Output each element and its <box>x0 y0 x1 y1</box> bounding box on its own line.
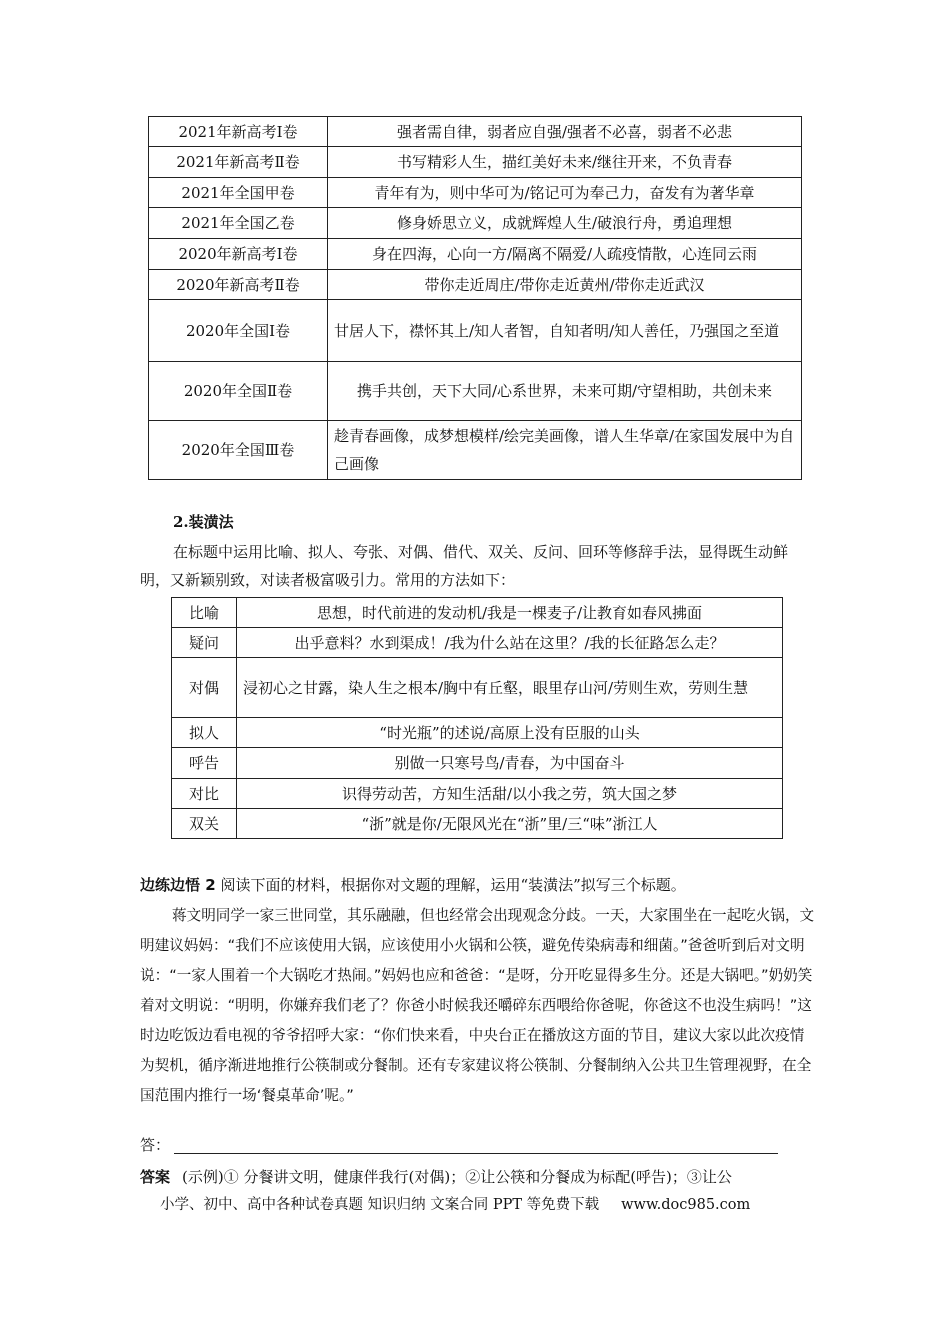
footer-site-link[interactable]: www.doc985.com <box>621 1197 751 1213</box>
rhetoric-name-cell: 呼告 <box>172 748 237 779</box>
exam-titles-cell: 修身娇思立义，成就辉煌人生/破浪行舟，勇追理想 <box>328 208 802 239</box>
material-paragraph: 蒋文明同学一家三世同堂，其乐融融，但也经常会出现观念分歧。一天，大家围坐在一起吃火锅，文明建议妈妈：“我们不应该使用大锅，应该使用小火锅和公筷，避免传染病毒和细菌。”爸爸听到后对文明说：“一家人围着一个大锅吃才热闹。”妈妈也应和爸爸：“是呀，分开吃显得多生分。还是大锅吧。”奶奶笑着对文明说：“明明，你嫌弃我们老了？你爸小时候我还嚼碎东西喂给你爸呢，你爸这不也没生病吗！”这时边吃饭边看电视的爷爷招呼大家：“你们快来看，中央台正在播放这方面的节目，建议大家以此次疫情为契机，循序渐进地推行公筷制或分餐制。还有专家建议将公筷制、分餐制纳入公共卫生管理视野，在全国范围内推行一场‘餐桌革命’呢。” <box>140 907 815 1104</box>
rhetoric-name-cell: 比喻 <box>172 598 237 628</box>
table-row <box>149 421 802 480</box>
table-row <box>172 748 783 779</box>
page-footer <box>160 1191 750 1219</box>
answer-field-label: 答： <box>140 1136 171 1154</box>
rhetoric-name-cell: 对比 <box>172 779 237 809</box>
exam-year-cell: 2021年全国乙卷 <box>149 208 328 239</box>
exam-titles-cell: 甘居人下，襟怀其上/知人者智，自知者明/知人善任，乃强国之至道 <box>328 300 802 362</box>
answer-underline <box>174 1153 778 1154</box>
exam-titles-cell: 身在四海，心向一方/隔离不隔爱/人疏疫情散，心连同云雨 <box>328 239 802 270</box>
table-row <box>172 658 783 718</box>
section-intro: 在标题中运用比喻、拟人、夸张、对偶、借代、双关、反问、回环等修辞手法，显得既生动鲜明，又新颖别致，对读者极富吸引力。常用的方法如下： <box>140 543 789 589</box>
table-row <box>149 147 802 178</box>
table-row <box>172 718 783 748</box>
reading-material <box>140 901 815 1111</box>
answer-field <box>140 1133 780 1157</box>
answer-section <box>140 1163 820 1191</box>
practice-tag: 边练边悟 2 <box>140 876 216 894</box>
table-row <box>149 117 802 147</box>
table-row <box>172 779 783 809</box>
rhetoric-example-cell: 识得劳动苦，方知生活甜/以小我之劳，筑大国之梦 <box>237 779 783 809</box>
rhetoric-example-cell: 浸初心之甘露，染人生之根本/胸中有丘壑，眼里存山河/劳则生欢，劳则生慧 <box>237 658 783 718</box>
exam-titles-cell: 书写精彩人生，描红美好未来/继往开来，不负青春 <box>328 147 802 178</box>
exam-year-cell: 2020年新高考Ⅰ卷 <box>149 239 328 270</box>
table-row <box>172 598 783 628</box>
rhetoric-name-cell: 疑问 <box>172 628 237 658</box>
table-row <box>149 362 802 421</box>
exam-titles-cell: 青年有为，则中华可为/铭记可为奉己力，奋发有为著华章 <box>328 178 802 208</box>
table-row <box>149 178 802 208</box>
rhetoric-example-cell: 思想，时代前进的发动机/我是一棵麦子/让教育如春风拂面 <box>237 598 783 628</box>
exam-title-table <box>148 116 802 480</box>
answer-text: (示例)① 分餐讲文明，健康伴我行(对偶)；②让公筷和分餐成为标配(呼告)；③让公 <box>182 1168 732 1186</box>
exam-year-cell: 2020年全国Ⅲ卷 <box>149 421 328 480</box>
exam-year-cell: 2021年全国甲卷 <box>149 178 328 208</box>
rhetoric-table <box>171 597 783 839</box>
rhetoric-example-cell: 出乎意料？水到渠成！/我为什么站在这里？/我的长征路怎么走？ <box>237 628 783 658</box>
rhetoric-name-cell: 对偶 <box>172 658 237 718</box>
exam-year-cell: 2020年全国Ⅱ卷 <box>149 362 328 421</box>
exam-titles-cell: 强者需自律，弱者应自强/强者不必喜，弱者不必悲 <box>328 117 802 147</box>
table-row <box>172 809 783 839</box>
table-row <box>149 300 802 362</box>
exam-year-cell: 2020年全国Ⅰ卷 <box>149 300 328 362</box>
table-row <box>149 270 802 300</box>
exam-titles-cell: 带你走近周庄/带你走近黄州/带你走近武汉 <box>328 270 802 300</box>
exam-year-cell: 2020年新高考Ⅱ卷 <box>149 270 328 300</box>
table-row <box>149 208 802 239</box>
answer-tag: 答案 <box>140 1168 171 1186</box>
rhetoric-example-cell: “时光瓶”的述说/高原上没有臣服的山头 <box>237 718 783 748</box>
rhetoric-example-cell: 别做一只寒号鸟/青春，为中国奋斗 <box>237 748 783 779</box>
exam-year-cell: 2021年新高考Ⅱ卷 <box>149 147 328 178</box>
exam-titles-cell: 趁青春画像，成梦想模样/绘完美画像，谱人生华章/在家国发展中为自己画像 <box>328 421 802 480</box>
rhetoric-name-cell: 拟人 <box>172 718 237 748</box>
exam-year-cell: 2021年新高考Ⅰ卷 <box>149 117 328 147</box>
rhetoric-name-cell: 双关 <box>172 809 237 839</box>
table-row <box>172 628 783 658</box>
table-row <box>149 239 802 270</box>
footer-text: 小学、初中、高中各种试卷真题 知识归纳 文案合同 PPT 等免费下载 <box>160 1197 600 1213</box>
exam-titles-cell: 携手共创，天下大同/心系世界，未来可期/守望相助，共创未来 <box>328 362 802 421</box>
practice-instruction: 阅读下面的材料，根据你对文题的理解，运用“装潢法”拟写三个标题。 <box>220 876 686 894</box>
section-heading: 2.装潢法 <box>173 513 234 531</box>
rhetoric-example-cell: “浙”就是你/无限风光在“浙”里/三“味”浙江人 <box>237 809 783 839</box>
practice-prompt <box>140 871 810 899</box>
